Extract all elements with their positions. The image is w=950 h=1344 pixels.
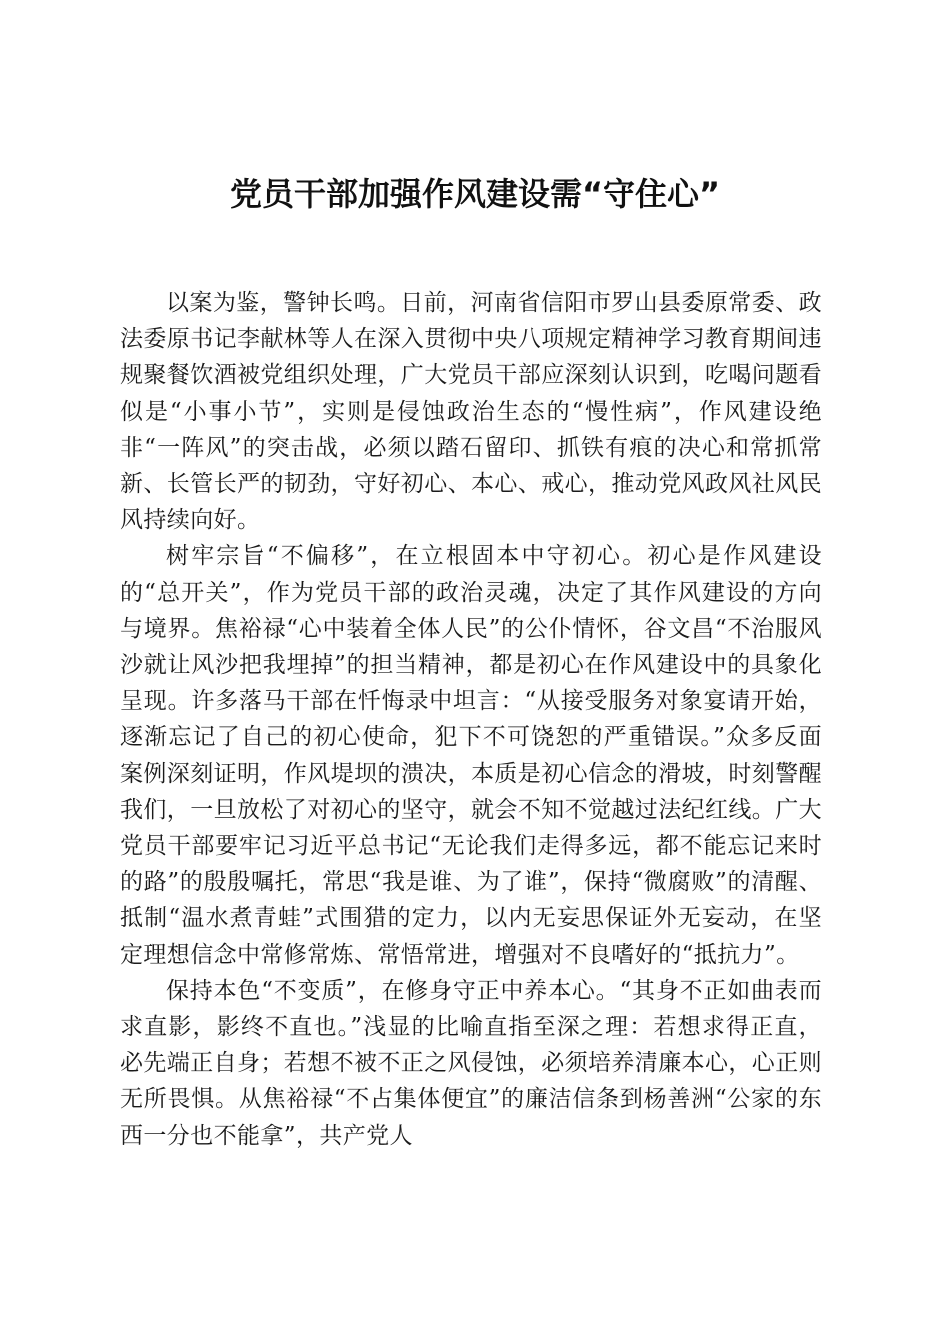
paragraph-3: 保持本色“不变质”，在修身守正中养本心。“其身不正如曲表而求直影，影终不直也。”浅显的比喻直指至深之理：若想求得正直，必先端正自身；若想不被不正之风侵蚀，必须培养清廉本心，心正则无所畏惧。从焦裕禄“不占集体便宜”的廉洁信条到杨善洲“公家的东西一分也不能拿”，共产党人 (120, 977, 822, 1149)
document-body (120, 285, 822, 1154)
paragraph-1: 以案为鉴，警钟长鸣。日前，河南省信阳市罗山县委原常委、政法委原书记李献林等人在深入贯彻中央八项规定精神学习教育期间违规聚餐饮酒被党组织处理，广大党员干部应深刻认识到，吃喝问题看似是“小事小节”，实则是侵蚀政治生态的“慢性病”，作风建设绝非“一阵风”的突击战，必须以踏石留印、抓铁有痕的决心和常抓常新、长管长严的韧劲，守好初心、本心、戒心，推动党风政风社风民风持续向好。 (120, 290, 822, 534)
document-title: 党员干部加强作风建设需“守住心” (229, 175, 721, 213)
paragraph-2: 树牢宗旨“不偏移”，在立根固本中守初心。初心是作风建设的“总开关”，作为党员干部的政治灵魂，决定了其作风建设的方向与境界。焦裕禄“心中装着全体人民”的公仆情怀，谷文昌“不治服风沙就让风沙把我埋掉”的担当精神，都是初心在作风建设中的具象化呈现。许多落马干部在忏悔录中坦言：“从接受服务对象宴请开始，逐渐忘记了自己的初心使命，犯下不可饶恕的严重错误。”众多反面案例深刻证明，作风堤坝的溃决，本质是初心信念的滑坡，时刻警醒我们，一旦放松了对初心的坚守，就会不知不觉越过法纪红线。广大党员干部要牢记习近平总书记“无论我们走得多远，都不能忘记来时的路”的殷殷嘱托，常思“我是谁、为了谁”，保持“微腐败”的清醒、抵制“温水煮青蛙”式围猎的定力，以内无妄思保证外无妄动，在坚定理想信念中常修常炼、常悟常进，增强对不良嗜好的“抵抗力”。 (120, 543, 822, 968)
